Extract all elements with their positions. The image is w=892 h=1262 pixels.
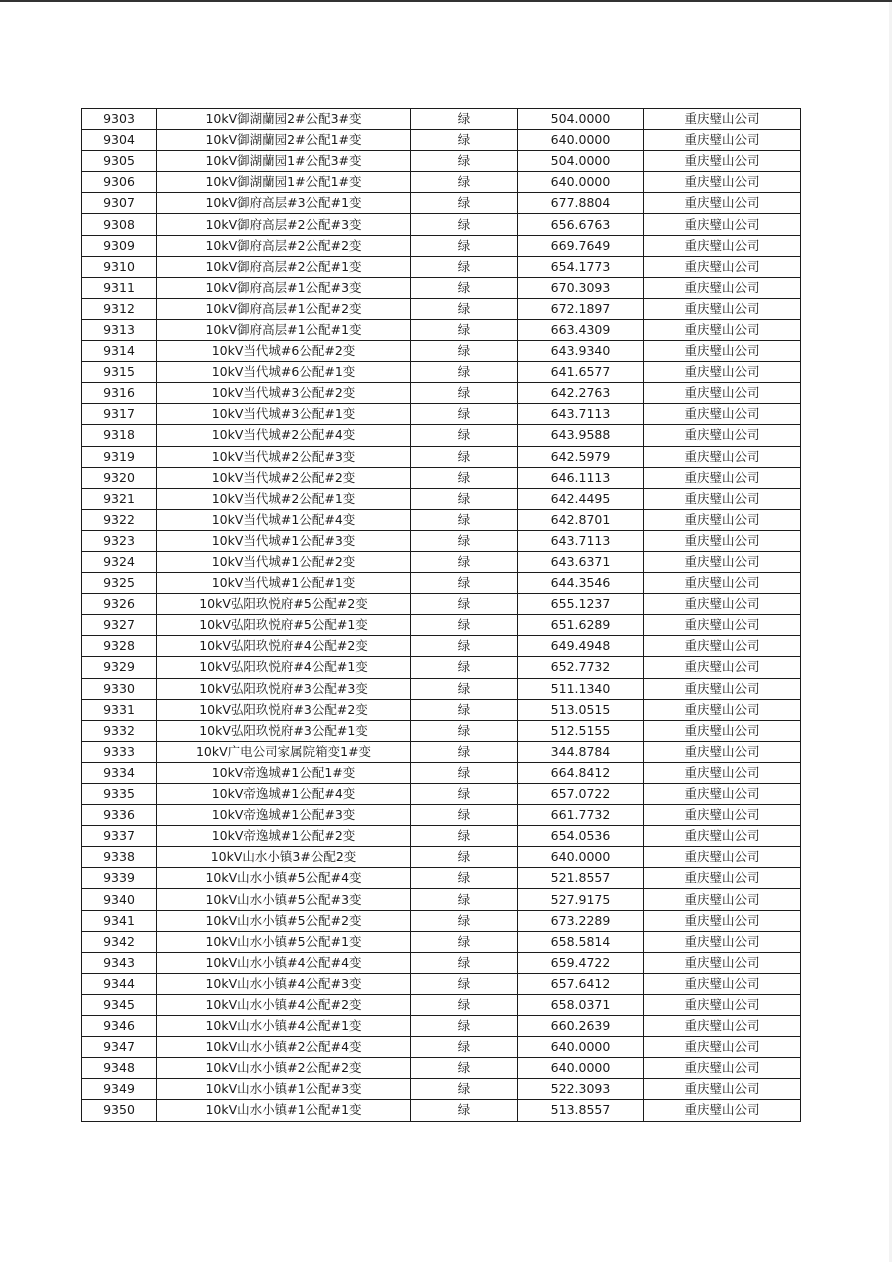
table-row — [82, 847, 801, 868]
cell-value: 659.4722 — [518, 952, 644, 973]
cell-id: 9326 — [82, 594, 157, 615]
cell-company: 重庆璧山公司 — [644, 130, 801, 151]
cell-id: 9315 — [82, 362, 157, 383]
transformer-table — [81, 108, 801, 1122]
cell-value: 657.0722 — [518, 784, 644, 805]
cell-id: 9305 — [82, 151, 157, 172]
cell-value: 663.4309 — [518, 319, 644, 340]
table-body — [82, 109, 801, 1122]
cell-transformer-name: 10kV山水小镇#5公配#1变 — [157, 931, 411, 952]
cell-status: 绿 — [411, 889, 518, 910]
cell-id: 9330 — [82, 678, 157, 699]
table-row — [82, 594, 801, 615]
table-row — [82, 298, 801, 319]
cell-company: 重庆璧山公司 — [644, 805, 801, 826]
cell-value: 655.1237 — [518, 594, 644, 615]
cell-value: 651.6289 — [518, 615, 644, 636]
cell-company: 重庆璧山公司 — [644, 256, 801, 277]
cell-id: 9312 — [82, 298, 157, 319]
table-row — [82, 319, 801, 340]
cell-transformer-name: 10kV当代城#2公配#2变 — [157, 467, 411, 488]
cell-value: 658.5814 — [518, 931, 644, 952]
cell-value: 511.1340 — [518, 678, 644, 699]
cell-transformer-name: 10kV御府高层#1公配#3变 — [157, 277, 411, 298]
cell-company: 重庆璧山公司 — [644, 994, 801, 1015]
cell-id: 9341 — [82, 910, 157, 931]
cell-transformer-name: 10kV当代城#2公配#3变 — [157, 446, 411, 467]
cell-status: 绿 — [411, 594, 518, 615]
cell-value: 527.9175 — [518, 889, 644, 910]
cell-status: 绿 — [411, 931, 518, 952]
cell-status: 绿 — [411, 193, 518, 214]
cell-status: 绿 — [411, 1016, 518, 1037]
cell-value: 654.0536 — [518, 826, 644, 847]
cell-status: 绿 — [411, 615, 518, 636]
cell-status: 绿 — [411, 530, 518, 551]
cell-value: 521.8557 — [518, 868, 644, 889]
cell-status: 绿 — [411, 256, 518, 277]
table-row — [82, 551, 801, 572]
cell-id: 9347 — [82, 1037, 157, 1058]
cell-company: 重庆璧山公司 — [644, 826, 801, 847]
cell-id: 9350 — [82, 1100, 157, 1121]
cell-id: 9324 — [82, 551, 157, 572]
cell-transformer-name: 10kV弘阳玖悦府#3公配#1变 — [157, 720, 411, 741]
cell-status: 绿 — [411, 678, 518, 699]
cell-transformer-name: 10kV弘阳玖悦府#5公配#2变 — [157, 594, 411, 615]
cell-id: 9334 — [82, 762, 157, 783]
cell-status: 绿 — [411, 910, 518, 931]
cell-transformer-name: 10kV御府高层#1公配#1变 — [157, 319, 411, 340]
cell-transformer-name: 10kV当代城#1公配#3变 — [157, 530, 411, 551]
cell-id: 9322 — [82, 509, 157, 530]
table-row — [82, 699, 801, 720]
table-row — [82, 151, 801, 172]
table-row — [82, 762, 801, 783]
cell-transformer-name: 10kV帝逸城#1公配#2变 — [157, 826, 411, 847]
table-row — [82, 1079, 801, 1100]
table-row — [82, 446, 801, 467]
table-row — [82, 256, 801, 277]
table-row — [82, 910, 801, 931]
cell-company: 重庆璧山公司 — [644, 594, 801, 615]
table-row — [82, 678, 801, 699]
cell-company: 重庆璧山公司 — [644, 319, 801, 340]
cell-transformer-name: 10kV弘阳玖悦府#4公配#1变 — [157, 657, 411, 678]
cell-transformer-name: 10kV弘阳玖悦府#5公配#1变 — [157, 615, 411, 636]
cell-id: 9342 — [82, 931, 157, 952]
table-row — [82, 1016, 801, 1037]
cell-status: 绿 — [411, 277, 518, 298]
cell-id: 9316 — [82, 383, 157, 404]
cell-status: 绿 — [411, 699, 518, 720]
table-row — [82, 889, 801, 910]
cell-transformer-name: 10kV山水小镇#4公配#4变 — [157, 952, 411, 973]
cell-status: 绿 — [411, 1037, 518, 1058]
cell-value: 654.1773 — [518, 256, 644, 277]
cell-value: 658.0371 — [518, 994, 644, 1015]
cell-company: 重庆璧山公司 — [644, 1037, 801, 1058]
cell-status: 绿 — [411, 784, 518, 805]
cell-id: 9331 — [82, 699, 157, 720]
cell-value: 657.6412 — [518, 973, 644, 994]
cell-status: 绿 — [411, 509, 518, 530]
table-row — [82, 657, 801, 678]
cell-company: 重庆璧山公司 — [644, 699, 801, 720]
cell-status: 绿 — [411, 741, 518, 762]
cell-transformer-name: 10kV弘阳玖悦府#3公配#2变 — [157, 699, 411, 720]
cell-status: 绿 — [411, 1079, 518, 1100]
cell-transformer-name: 10kV御湖蘭园2#公配3#变 — [157, 109, 411, 130]
cell-status: 绿 — [411, 1100, 518, 1121]
cell-status: 绿 — [411, 467, 518, 488]
cell-company: 重庆璧山公司 — [644, 720, 801, 741]
cell-transformer-name: 10kV当代城#2公配#1变 — [157, 488, 411, 509]
cell-transformer-name: 10kV山水小镇#4公配#2变 — [157, 994, 411, 1015]
cell-status: 绿 — [411, 235, 518, 256]
cell-id: 9340 — [82, 889, 157, 910]
cell-transformer-name: 10kV山水小镇#4公配#3变 — [157, 973, 411, 994]
cell-company: 重庆璧山公司 — [644, 910, 801, 931]
cell-id: 9343 — [82, 952, 157, 973]
cell-transformer-name: 10kV御府高层#2公配#1变 — [157, 256, 411, 277]
table-row — [82, 467, 801, 488]
cell-id: 9310 — [82, 256, 157, 277]
cell-transformer-name: 10kV山水小镇#5公配#3变 — [157, 889, 411, 910]
cell-company: 重庆璧山公司 — [644, 551, 801, 572]
cell-company: 重庆璧山公司 — [644, 362, 801, 383]
cell-value: 649.4948 — [518, 636, 644, 657]
cell-id: 9307 — [82, 193, 157, 214]
cell-company: 重庆璧山公司 — [644, 952, 801, 973]
table-row — [82, 235, 801, 256]
cell-value: 640.0000 — [518, 1037, 644, 1058]
cell-value: 673.2289 — [518, 910, 644, 931]
cell-id: 9323 — [82, 530, 157, 551]
table-row — [82, 509, 801, 530]
cell-company: 重庆璧山公司 — [644, 446, 801, 467]
cell-status: 绿 — [411, 868, 518, 889]
cell-status: 绿 — [411, 130, 518, 151]
cell-company: 重庆璧山公司 — [644, 193, 801, 214]
cell-status: 绿 — [411, 151, 518, 172]
cell-value: 664.8412 — [518, 762, 644, 783]
cell-value: 661.7732 — [518, 805, 644, 826]
table-row — [82, 425, 801, 446]
cell-value: 670.3093 — [518, 277, 644, 298]
cell-transformer-name: 10kV山水小镇#1公配#1变 — [157, 1100, 411, 1121]
cell-value: 512.5155 — [518, 720, 644, 741]
cell-id: 9345 — [82, 994, 157, 1015]
table-row — [82, 193, 801, 214]
cell-company: 重庆璧山公司 — [644, 467, 801, 488]
cell-status: 绿 — [411, 341, 518, 362]
cell-id: 9335 — [82, 784, 157, 805]
cell-transformer-name: 10kV当代城#6公配#1变 — [157, 362, 411, 383]
cell-value: 642.2763 — [518, 383, 644, 404]
cell-value: 522.3093 — [518, 1079, 644, 1100]
cell-transformer-name: 10kV当代城#3公配#1变 — [157, 404, 411, 425]
table-row — [82, 994, 801, 1015]
cell-company: 重庆璧山公司 — [644, 1016, 801, 1037]
cell-id: 9337 — [82, 826, 157, 847]
cell-status: 绿 — [411, 362, 518, 383]
page-top-border — [0, 0, 892, 2]
cell-company: 重庆璧山公司 — [644, 868, 801, 889]
cell-transformer-name: 10kV山水小镇3#公配2变 — [157, 847, 411, 868]
table-row — [82, 1058, 801, 1079]
cell-value: 643.7113 — [518, 404, 644, 425]
cell-transformer-name: 10kV山水小镇#1公配#3变 — [157, 1079, 411, 1100]
cell-id: 9314 — [82, 341, 157, 362]
cell-transformer-name: 10kV山水小镇#2公配#4变 — [157, 1037, 411, 1058]
cell-company: 重庆璧山公司 — [644, 889, 801, 910]
cell-company: 重庆璧山公司 — [644, 784, 801, 805]
cell-transformer-name: 10kV弘阳玖悦府#4公配#2变 — [157, 636, 411, 657]
cell-value: 643.6371 — [518, 551, 644, 572]
cell-transformer-name: 10kV御湖蘭园2#公配1#变 — [157, 130, 411, 151]
cell-status: 绿 — [411, 973, 518, 994]
cell-company: 重庆璧山公司 — [644, 488, 801, 509]
cell-transformer-name: 10kV当代城#2公配#4变 — [157, 425, 411, 446]
cell-company: 重庆璧山公司 — [644, 425, 801, 446]
cell-transformer-name: 10kV御府高层#2公配#2变 — [157, 235, 411, 256]
cell-id: 9311 — [82, 277, 157, 298]
cell-id: 9309 — [82, 235, 157, 256]
cell-value: 644.3546 — [518, 573, 644, 594]
cell-value: 513.8557 — [518, 1100, 644, 1121]
cell-id: 9306 — [82, 172, 157, 193]
table-row — [82, 784, 801, 805]
cell-company: 重庆璧山公司 — [644, 762, 801, 783]
cell-id: 9328 — [82, 636, 157, 657]
cell-value: 660.2639 — [518, 1016, 644, 1037]
cell-id: 9321 — [82, 488, 157, 509]
cell-company: 重庆璧山公司 — [644, 530, 801, 551]
cell-status: 绿 — [411, 404, 518, 425]
table-row — [82, 404, 801, 425]
cell-transformer-name: 10kV御府高层#2公配#3变 — [157, 214, 411, 235]
cell-value: 656.6763 — [518, 214, 644, 235]
cell-status: 绿 — [411, 573, 518, 594]
cell-value: 504.0000 — [518, 109, 644, 130]
cell-id: 9303 — [82, 109, 157, 130]
cell-transformer-name: 10kV山水小镇#5公配#2变 — [157, 910, 411, 931]
cell-status: 绿 — [411, 488, 518, 509]
cell-status: 绿 — [411, 319, 518, 340]
cell-value: 640.0000 — [518, 847, 644, 868]
cell-id: 9348 — [82, 1058, 157, 1079]
cell-value: 669.7649 — [518, 235, 644, 256]
cell-transformer-name: 10kV当代城#1公配#1变 — [157, 573, 411, 594]
cell-value: 344.8784 — [518, 741, 644, 762]
cell-company: 重庆璧山公司 — [644, 573, 801, 594]
cell-status: 绿 — [411, 847, 518, 868]
cell-status: 绿 — [411, 952, 518, 973]
cell-status: 绿 — [411, 109, 518, 130]
cell-company: 重庆璧山公司 — [644, 341, 801, 362]
table-row — [82, 952, 801, 973]
table-row — [82, 277, 801, 298]
cell-status: 绿 — [411, 720, 518, 741]
cell-status: 绿 — [411, 298, 518, 319]
cell-value: 641.6577 — [518, 362, 644, 383]
table-row — [82, 130, 801, 151]
cell-id: 9339 — [82, 868, 157, 889]
cell-id: 9320 — [82, 467, 157, 488]
cell-transformer-name: 10kV御府高层#1公配#2变 — [157, 298, 411, 319]
cell-company: 重庆璧山公司 — [644, 298, 801, 319]
cell-company: 重庆璧山公司 — [644, 678, 801, 699]
cell-company: 重庆璧山公司 — [644, 277, 801, 298]
table-row — [82, 868, 801, 889]
cell-transformer-name: 10kV帝逸城#1公配#4变 — [157, 784, 411, 805]
cell-status: 绿 — [411, 425, 518, 446]
cell-value: 642.4495 — [518, 488, 644, 509]
cell-status: 绿 — [411, 1058, 518, 1079]
cell-transformer-name: 10kV弘阳玖悦府#3公配#3变 — [157, 678, 411, 699]
cell-id: 9319 — [82, 446, 157, 467]
cell-company: 重庆璧山公司 — [644, 1058, 801, 1079]
table-row — [82, 362, 801, 383]
cell-value: 642.5979 — [518, 446, 644, 467]
table-row — [82, 615, 801, 636]
cell-status: 绿 — [411, 636, 518, 657]
cell-value: 643.7113 — [518, 530, 644, 551]
cell-transformer-name: 10kV当代城#6公配#2变 — [157, 341, 411, 362]
cell-id: 9344 — [82, 973, 157, 994]
table-row — [82, 530, 801, 551]
cell-id: 9333 — [82, 741, 157, 762]
cell-value: 640.0000 — [518, 130, 644, 151]
table-row — [82, 383, 801, 404]
cell-status: 绿 — [411, 551, 518, 572]
cell-company: 重庆璧山公司 — [644, 1100, 801, 1121]
cell-transformer-name: 10kV帝逸城#1公配1#变 — [157, 762, 411, 783]
cell-id: 9313 — [82, 319, 157, 340]
cell-id: 9336 — [82, 805, 157, 826]
cell-status: 绿 — [411, 826, 518, 847]
cell-id: 9349 — [82, 1079, 157, 1100]
cell-value: 672.1897 — [518, 298, 644, 319]
cell-transformer-name: 10kV御湖蘭园1#公配3#变 — [157, 151, 411, 172]
cell-company: 重庆璧山公司 — [644, 847, 801, 868]
cell-company: 重庆璧山公司 — [644, 109, 801, 130]
cell-company: 重庆璧山公司 — [644, 741, 801, 762]
cell-id: 9304 — [82, 130, 157, 151]
cell-value: 642.8701 — [518, 509, 644, 530]
cell-value: 640.0000 — [518, 172, 644, 193]
cell-status: 绿 — [411, 762, 518, 783]
cell-transformer-name: 10kV御府高层#3公配#1变 — [157, 193, 411, 214]
cell-company: 重庆璧山公司 — [644, 509, 801, 530]
cell-company: 重庆璧山公司 — [644, 151, 801, 172]
cell-id: 9317 — [82, 404, 157, 425]
cell-status: 绿 — [411, 383, 518, 404]
cell-company: 重庆璧山公司 — [644, 931, 801, 952]
table-row — [82, 573, 801, 594]
table-row — [82, 636, 801, 657]
cell-transformer-name: 10kV广电公司家属院箱变1#变 — [157, 741, 411, 762]
cell-company: 重庆璧山公司 — [644, 383, 801, 404]
cell-id: 9346 — [82, 1016, 157, 1037]
table-row — [82, 931, 801, 952]
table-row — [82, 826, 801, 847]
cell-id: 9338 — [82, 847, 157, 868]
cell-company: 重庆璧山公司 — [644, 657, 801, 678]
table-row — [82, 1100, 801, 1121]
table-row — [82, 805, 801, 826]
cell-company: 重庆璧山公司 — [644, 615, 801, 636]
cell-value: 652.7732 — [518, 657, 644, 678]
cell-transformer-name: 10kV山水小镇#2公配#2变 — [157, 1058, 411, 1079]
cell-id: 9329 — [82, 657, 157, 678]
cell-status: 绿 — [411, 994, 518, 1015]
cell-id: 9332 — [82, 720, 157, 741]
cell-id: 9327 — [82, 615, 157, 636]
cell-company: 重庆璧山公司 — [644, 235, 801, 256]
cell-transformer-name: 10kV山水小镇#4公配#1变 — [157, 1016, 411, 1037]
table-row — [82, 488, 801, 509]
cell-company: 重庆璧山公司 — [644, 404, 801, 425]
cell-id: 9325 — [82, 573, 157, 594]
cell-transformer-name: 10kV当代城#1公配#4变 — [157, 509, 411, 530]
cell-status: 绿 — [411, 657, 518, 678]
table-row — [82, 973, 801, 994]
cell-id: 9308 — [82, 214, 157, 235]
cell-transformer-name: 10kV帝逸城#1公配#3变 — [157, 805, 411, 826]
cell-value: 513.0515 — [518, 699, 644, 720]
cell-status: 绿 — [411, 805, 518, 826]
table-row — [82, 341, 801, 362]
cell-company: 重庆璧山公司 — [644, 636, 801, 657]
cell-transformer-name: 10kV当代城#1公配#2变 — [157, 551, 411, 572]
cell-status: 绿 — [411, 214, 518, 235]
cell-value: 646.1113 — [518, 467, 644, 488]
table-row — [82, 741, 801, 762]
table-row — [82, 172, 801, 193]
table-row — [82, 109, 801, 130]
cell-company: 重庆璧山公司 — [644, 214, 801, 235]
cell-company: 重庆璧山公司 — [644, 172, 801, 193]
cell-value: 643.9340 — [518, 341, 644, 362]
cell-value: 643.9588 — [518, 425, 644, 446]
table-row — [82, 214, 801, 235]
cell-status: 绿 — [411, 446, 518, 467]
cell-company: 重庆璧山公司 — [644, 1079, 801, 1100]
cell-status: 绿 — [411, 172, 518, 193]
cell-transformer-name: 10kV御湖蘭园1#公配1#变 — [157, 172, 411, 193]
cell-value: 677.8804 — [518, 193, 644, 214]
cell-value: 640.0000 — [518, 1058, 644, 1079]
cell-company: 重庆璧山公司 — [644, 973, 801, 994]
cell-transformer-name: 10kV山水小镇#5公配#4变 — [157, 868, 411, 889]
cell-id: 9318 — [82, 425, 157, 446]
cell-transformer-name: 10kV当代城#3公配#2变 — [157, 383, 411, 404]
cell-value: 504.0000 — [518, 151, 644, 172]
table-row — [82, 1037, 801, 1058]
table-row — [82, 720, 801, 741]
